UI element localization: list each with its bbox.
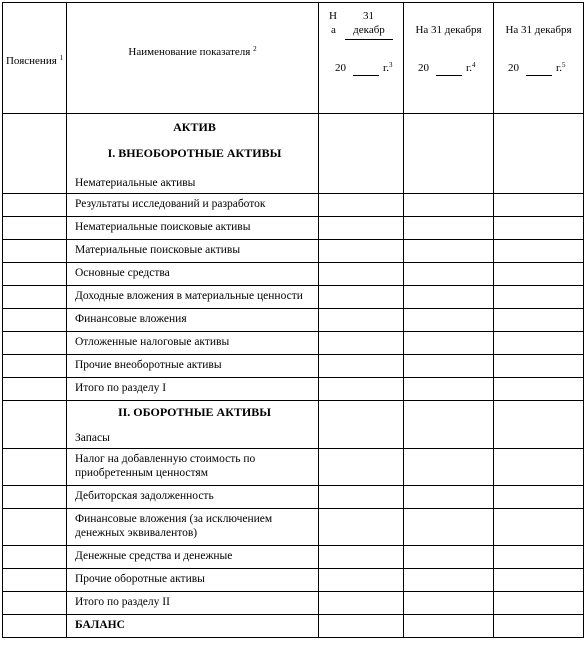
period1-suffix xyxy=(383,61,393,75)
value-cell[interactable] xyxy=(494,114,584,194)
row-label: Прочие оборотные активы xyxy=(67,569,319,592)
explanations-cell xyxy=(3,449,67,486)
period1-year-blank xyxy=(353,75,379,76)
row-label: Отложенные налоговые активы xyxy=(67,332,319,355)
asset-title: АКТИВ xyxy=(173,120,216,134)
value-cell[interactable] xyxy=(494,217,584,240)
period2-label: На 31 декабря xyxy=(415,24,482,36)
period1-suffix-text: г. xyxy=(383,62,390,74)
value-cell[interactable] xyxy=(494,240,584,263)
value-cell[interactable] xyxy=(319,546,404,569)
row-label: Финансовые вложения (за исключением денежных эквивалентов) xyxy=(67,509,319,546)
value-cell[interactable] xyxy=(319,332,404,355)
row-label: Итого по разделу II xyxy=(67,592,319,615)
value-cell[interactable] xyxy=(319,286,404,309)
period3-year-blank xyxy=(526,75,552,76)
value-cell[interactable] xyxy=(319,114,404,194)
explanations-cell xyxy=(3,286,67,309)
value-cell[interactable] xyxy=(319,449,404,486)
value-cell[interactable] xyxy=(494,194,584,217)
row-label: Налог на добавленную стоимость по приобретенным ценностям xyxy=(67,449,319,486)
table-row xyxy=(3,263,584,286)
value-cell[interactable] xyxy=(494,449,584,486)
table-row xyxy=(3,286,584,309)
balance-label: БАЛАНС xyxy=(67,615,319,638)
value-cell[interactable] xyxy=(319,263,404,286)
value-cell[interactable] xyxy=(404,263,494,286)
explanations-cell xyxy=(3,194,67,217)
row-label: Основные средства xyxy=(67,263,319,286)
period1-month: декабр xyxy=(345,23,393,40)
explanations-cell xyxy=(3,592,67,615)
explanations-cell xyxy=(3,263,67,286)
table-row xyxy=(3,401,584,449)
value-cell[interactable] xyxy=(404,114,494,194)
explanations-cell xyxy=(3,615,67,638)
value-cell[interactable] xyxy=(319,509,404,546)
row-label: Материальные поисковые активы xyxy=(67,240,319,263)
table-row xyxy=(3,615,584,638)
indicator-header xyxy=(67,3,319,114)
row-label: Прочие внеоборотные активы xyxy=(67,355,319,378)
value-cell[interactable] xyxy=(404,569,494,592)
value-cell[interactable] xyxy=(404,194,494,217)
period3-year-prefix: 20 xyxy=(508,62,519,74)
row-label: Нематериальные поисковые активы xyxy=(67,217,319,240)
value-cell[interactable] xyxy=(404,449,494,486)
explanations-footnote: 1 xyxy=(59,54,64,62)
period1-n: Н xyxy=(329,10,337,22)
period3-suffix xyxy=(556,61,566,75)
table-row xyxy=(3,114,584,194)
table-row xyxy=(3,449,584,486)
value-cell[interactable] xyxy=(319,401,404,449)
value-cell[interactable] xyxy=(494,332,584,355)
period2-year-prefix: 20 xyxy=(418,62,429,74)
value-cell[interactable] xyxy=(404,592,494,615)
row-label: Денежные средства и денежные xyxy=(67,546,319,569)
explanations-cell xyxy=(3,401,67,449)
table-row xyxy=(3,378,584,401)
value-cell[interactable] xyxy=(494,378,584,401)
value-cell[interactable] xyxy=(404,401,494,449)
explanations-cell xyxy=(3,546,67,569)
table-row xyxy=(3,569,584,592)
explanations-cell xyxy=(3,217,67,240)
period2-suffix-text: г. xyxy=(466,62,473,74)
explanations-cell xyxy=(3,114,67,194)
table-row xyxy=(3,546,584,569)
table-row xyxy=(3,217,584,240)
row-label: Запасы xyxy=(75,432,110,444)
value-cell[interactable] xyxy=(494,355,584,378)
current-title: II. ОБОРОТНЫЕ АКТИВЫ xyxy=(117,405,272,419)
explanations-header xyxy=(3,3,67,114)
value-cell[interactable] xyxy=(404,355,494,378)
value-cell[interactable] xyxy=(404,332,494,355)
value-cell[interactable] xyxy=(494,546,584,569)
row-label: Нематериальные активы xyxy=(75,177,196,189)
value-cell[interactable] xyxy=(319,240,404,263)
explanations-label: Пояснения xyxy=(5,55,57,67)
row-label: Финансовые вложения xyxy=(67,309,319,332)
value-cell[interactable] xyxy=(404,509,494,546)
indicator-footnote: 2 xyxy=(253,45,257,53)
value-cell[interactable] xyxy=(404,286,494,309)
value-cell[interactable] xyxy=(319,309,404,332)
noncurrent-title: I. ВНЕОБОРОТНЫЕ АКТИВЫ xyxy=(107,146,282,160)
value-cell[interactable] xyxy=(404,309,494,332)
explanations-cell xyxy=(3,355,67,378)
value-cell[interactable] xyxy=(404,546,494,569)
value-cell[interactable] xyxy=(319,355,404,378)
balance-sheet-table xyxy=(2,2,584,638)
value-cell[interactable] xyxy=(494,615,584,638)
table-row xyxy=(3,309,584,332)
indicator-label: Наименование показателя xyxy=(128,46,251,58)
value-cell[interactable] xyxy=(319,569,404,592)
value-cell[interactable] xyxy=(319,592,404,615)
value-cell[interactable] xyxy=(404,240,494,263)
period2-footnote: 4 xyxy=(472,61,476,69)
period1-year-prefix: 20 xyxy=(335,62,346,74)
table-row xyxy=(3,592,584,615)
value-cell[interactable] xyxy=(404,378,494,401)
period1-day: 31 xyxy=(363,10,374,22)
value-cell[interactable] xyxy=(319,217,404,240)
table-row xyxy=(3,509,584,546)
row-label: Дебиторская задолженность xyxy=(67,486,319,509)
value-cell[interactable] xyxy=(404,615,494,638)
table-row xyxy=(3,240,584,263)
row-label: Результаты исследований и разработок xyxy=(67,194,319,217)
period2-year-blank xyxy=(436,75,462,76)
explanations-cell xyxy=(3,509,67,546)
period3-header xyxy=(494,3,584,114)
period3-label: На 31 декабря xyxy=(505,24,572,36)
period3-footnote: 5 xyxy=(562,61,566,69)
value-cell[interactable] xyxy=(404,217,494,240)
table-row xyxy=(3,332,584,355)
value-cell[interactable] xyxy=(404,486,494,509)
value-cell[interactable] xyxy=(319,486,404,509)
explanations-cell xyxy=(3,486,67,509)
value-cell[interactable] xyxy=(319,615,404,638)
value-cell[interactable] xyxy=(494,592,584,615)
explanations-cell xyxy=(3,569,67,592)
value-cell[interactable] xyxy=(494,309,584,332)
explanations-cell xyxy=(3,378,67,401)
period2-header xyxy=(404,3,494,114)
explanations-cell xyxy=(3,309,67,332)
value-cell[interactable] xyxy=(494,569,584,592)
value-cell[interactable] xyxy=(494,286,584,309)
period3-suffix-text: г. xyxy=(556,62,563,74)
value-cell[interactable] xyxy=(494,486,584,509)
section-two-cell xyxy=(67,401,319,449)
value-cell[interactable] xyxy=(494,263,584,286)
period1-a: а xyxy=(331,24,336,36)
period1-footnote: 3 xyxy=(389,61,393,69)
section-one-cell xyxy=(67,114,319,194)
header-row xyxy=(3,3,584,114)
explanations-cell xyxy=(3,240,67,263)
row-label: Итого по разделу I xyxy=(67,378,319,401)
period1-header xyxy=(319,3,404,114)
period2-suffix xyxy=(466,61,476,75)
explanations-cell xyxy=(3,332,67,355)
value-cell[interactable] xyxy=(494,401,584,449)
value-cell[interactable] xyxy=(319,378,404,401)
row-label: Доходные вложения в материальные ценности xyxy=(67,286,319,309)
table-row xyxy=(3,355,584,378)
table-row xyxy=(3,194,584,217)
value-cell[interactable] xyxy=(494,509,584,546)
table-row xyxy=(3,486,584,509)
value-cell[interactable] xyxy=(319,194,404,217)
